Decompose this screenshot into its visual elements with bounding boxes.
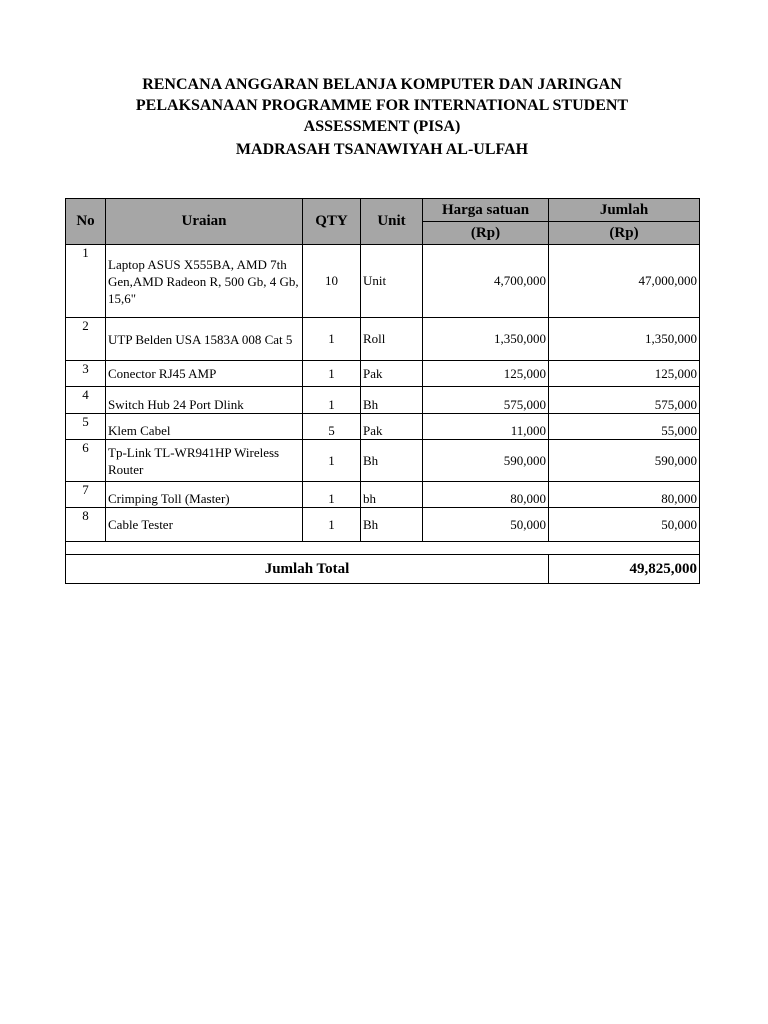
cell-qty: 1 (303, 508, 361, 542)
header-unit: Unit (361, 199, 423, 245)
header-no: No (66, 199, 106, 245)
cell-uraian: Tp-Link TL-WR941HP Wireless Router (106, 440, 303, 482)
cell-harga: 1,350,000 (423, 318, 549, 361)
cell-no: 3 (66, 361, 106, 387)
cell-harga: 575,000 (423, 387, 549, 414)
header-harga-satuan: Harga satuan (423, 199, 549, 222)
cell-harga: 590,000 (423, 440, 549, 482)
cell-uraian: Switch Hub 24 Port Dlink (106, 387, 303, 414)
cell-uraian: Crimping Toll (Master) (106, 482, 303, 508)
total-row (66, 555, 700, 584)
cell-jumlah: 1,350,000 (549, 318, 700, 361)
table-row (66, 387, 700, 414)
cell-harga: 11,000 (423, 414, 549, 440)
spacer-row (66, 542, 700, 555)
cell-qty: 1 (303, 361, 361, 387)
header-qty: QTY (303, 199, 361, 245)
title-line-3: ASSESSMENT (PISA) (303, 118, 461, 135)
cell-unit: bh (361, 482, 423, 508)
cell-no: 8 (66, 508, 106, 542)
table-row (66, 245, 700, 318)
cell-harga: 80,000 (423, 482, 549, 508)
cell-uraian: Laptop ASUS X555BA, AMD 7th Gen,AMD Radeon R, 500 Gb, 4 Gb, 15,6" (106, 245, 303, 318)
cell-jumlah: 575,000 (549, 387, 700, 414)
header-uraian: Uraian (106, 199, 303, 245)
cell-jumlah: 590,000 (549, 440, 700, 482)
title-line-4: MADRASAH TSANAWIYAH AL-ULFAH (235, 141, 529, 158)
cell-uraian: Conector RJ45 AMP (106, 361, 303, 387)
total-value: 49,825,000 (549, 555, 700, 584)
header-harga-satuan-unit: (Rp) (423, 222, 549, 245)
table-row (66, 440, 700, 482)
cell-qty: 1 (303, 482, 361, 508)
cell-no: 4 (66, 387, 106, 414)
cell-jumlah: 50,000 (549, 508, 700, 542)
cell-unit: Roll (361, 318, 423, 361)
header-jumlah: Jumlah (549, 199, 700, 222)
cell-unit: Pak (361, 361, 423, 387)
cell-jumlah: 80,000 (549, 482, 700, 508)
table-row (66, 482, 700, 508)
cell-unit: Unit (361, 245, 423, 318)
cell-uraian: UTP Belden USA 1583A 008 Cat 5 (106, 318, 303, 361)
cell-uraian: Klem Cabel (106, 414, 303, 440)
cell-qty: 1 (303, 387, 361, 414)
cell-no: 5 (66, 414, 106, 440)
table-row (66, 508, 700, 542)
cell-jumlah: 47,000,000 (549, 245, 700, 318)
cell-unit: Pak (361, 414, 423, 440)
cell-harga: 50,000 (423, 508, 549, 542)
total-label: Jumlah Total (66, 555, 549, 584)
title-line-1: RENCANA ANGGARAN BELANJA KOMPUTER DAN JARINGAN (142, 76, 622, 93)
cell-qty: 5 (303, 414, 361, 440)
cell-qty: 1 (303, 440, 361, 482)
header-jumlah-unit: (Rp) (549, 222, 700, 245)
cell-unit: Bh (361, 440, 423, 482)
table-row (66, 414, 700, 440)
cell-qty: 10 (303, 245, 361, 318)
cell-jumlah: 125,000 (549, 361, 700, 387)
cell-unit: Bh (361, 387, 423, 414)
document-title (66, 74, 698, 160)
cell-no: 6 (66, 440, 106, 482)
cell-no: 2 (66, 318, 106, 361)
table-row (66, 361, 700, 387)
cell-unit: Bh (361, 508, 423, 542)
cell-qty: 1 (303, 318, 361, 361)
cell-jumlah: 55,000 (549, 414, 700, 440)
budget-table (65, 198, 700, 584)
cell-harga: 4,700,000 (423, 245, 549, 318)
title-line-2: PELAKSANAAN PROGRAMME FOR INTERNATIONAL STUDENT (135, 97, 629, 114)
cell-uraian: Cable Tester (106, 508, 303, 542)
spacer-cell (66, 542, 700, 555)
table-row (66, 318, 700, 361)
cell-no: 7 (66, 482, 106, 508)
cell-no: 1 (66, 245, 106, 318)
cell-harga: 125,000 (423, 361, 549, 387)
